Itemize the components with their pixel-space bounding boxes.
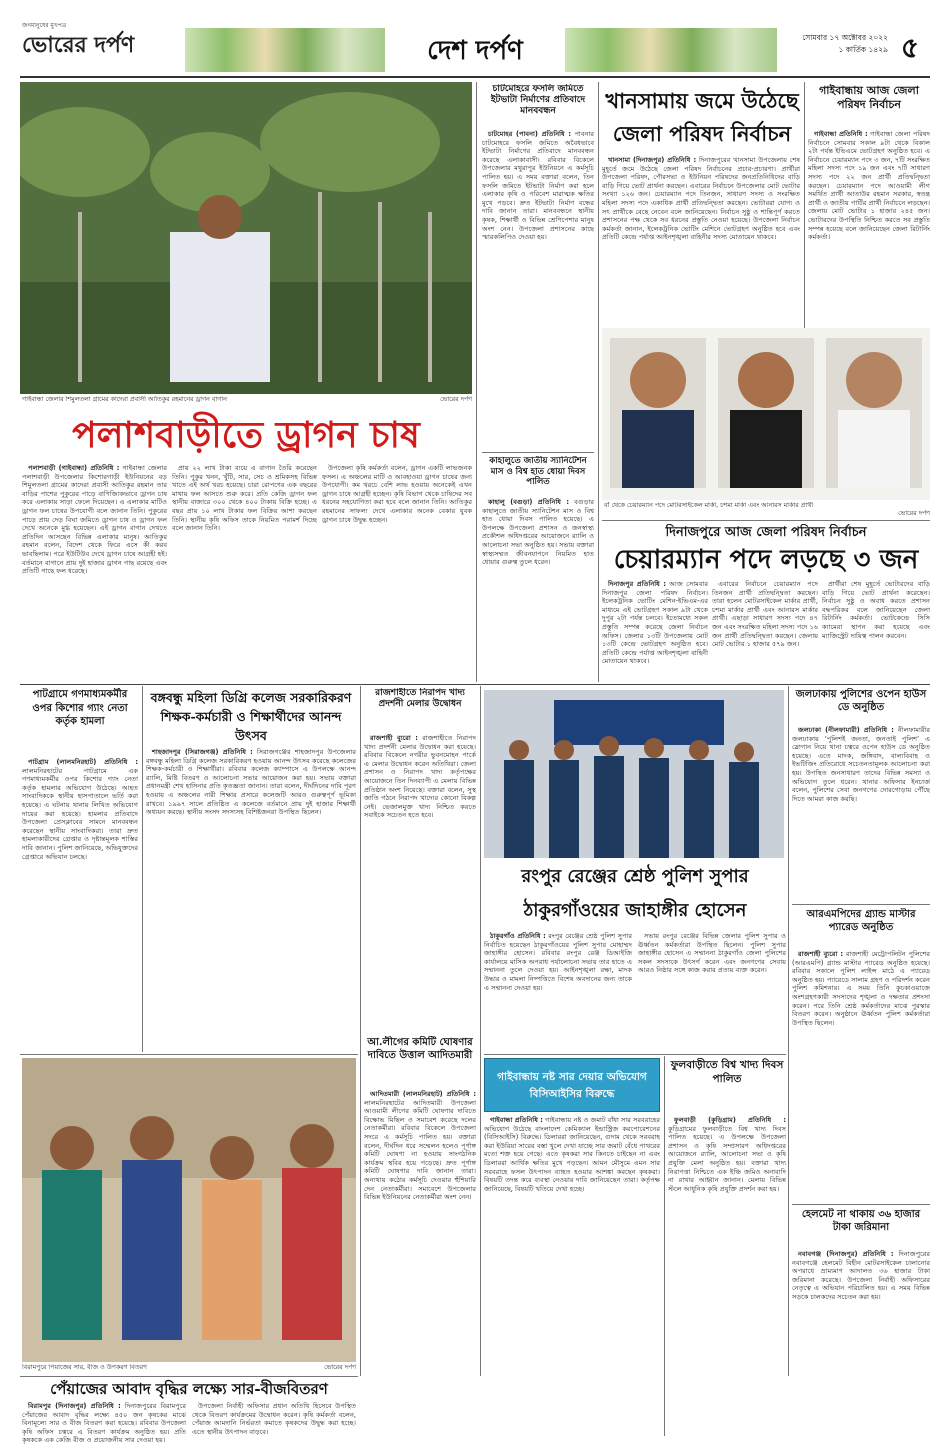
page-number: ৫	[900, 31, 920, 64]
fulbari-body	[668, 1116, 786, 1436]
handwash-byline: কাহালু (বগুড়া) প্রতিনিধি :	[488, 498, 570, 506]
col-rule-4	[142, 686, 143, 1052]
dragon-col1-text: গাইবান্ধা জেলার পলাশবাড়ী উপজেলার কিশোরগাড়ী ইউনিয়নের বড় শিমুলতলা গ্রামের কাদেরা প্রবাসী আতিকুর রহমান তার বাড়ির পাশের পুকুরের পাড়ে বাণিজ্যিকভাবে ড্রাগন চাষ করে এলাকায় সাড়া ফেলে দিয়েছেন। এ এলাকার মাটিও ড্রাগন ফল চাষের উপযোগী বলে জানান তিনি। পুকুরের পাড়ে প্রায় দেড় বিঘা জমিতে ড্রাগন চাষ ও ড্রাগন ফল দেখে অনেকে মুগ্ধ হয়েছেন। এই ড্রাগন বাগান দেখতে প্রতিদিন আসছেন বিভিন্ন এলাকার মানুষ। আতিকুর রহমান বলেন, বিদেশ থেকে ফিরে এসে কী করব ভাবছিলাম। পরে ইউটিউব দেখে ড্রাগন চাষে আগ্রহী হই। বর্তমানে বাগানে প্রায় দুই হাজার ড্রাগন গাছ রয়েছে এবং প্রতিটি গাছে ফল ধরেছে।	[22, 464, 167, 576]
fulbari-byline: ফুলবাড়ী (কুড়িগ্রাম) প্রতিনিধি :	[674, 1116, 786, 1124]
onion-col2-text: উপজেলা নির্বাহী অফিসার প্রধান অতিথি হিসেবে উপস্থিত থেকে বিতরণ কার্যক্রমের উদ্বোধন করেন। কৃষি কর্মকর্তা বলেন, পেঁয়াজ আমদানি নির্ভরতা কমাতে কৃষকদের উদ্বুদ্ধ করা হচ্ছে। এতে স্থানীয় উৎপাদন বাড়বে।	[192, 1402, 356, 1436]
police-col1	[484, 932, 632, 1052]
fulbari-headline: ফুলবাড়ীতে বিশ্ব খাদ্য দিবস পালিত	[670, 1059, 784, 1085]
chatmohar-body	[482, 130, 594, 448]
onion-photo-caption: বিরামপুরে পিঁয়াজের সার, বীজ ও উপকরণ বিতরণ	[22, 1364, 147, 1371]
logo: ভোরের দর্পণ	[22, 32, 135, 58]
helmet-headline: হেলমেট না থাকায় ৩৬ হাজার টাকা জরিমানা	[801, 1209, 921, 1233]
rmp-byline: রাজশাহী ব্যুরো :	[798, 950, 844, 958]
khansama-byline: খানসামা (দিনাজপুর) প্রতিনিধি :	[608, 156, 697, 164]
dragon-col2-text: প্রায় ২২ লাখ টাকা ব্যয়ে এ বাগান তৈরি করেছেন তিনি। পুকুর খনন, খুঁটি, সার, সেচ ও শ্রমিকসহ বিভিন্ন খাতে এই অর্থ খরচ হয়েছে। চারা রোপণের এক বছরের মাথায় ফল আসতে শুরু করে। প্রতি কেজি ড্রাগন ফল স্থানীয় বাজারে ৩০০ থেকে ৪০০ টাকায় বিক্রি হচ্ছে। এ বছর প্রায় ১০ লাখ টাকার ফল বিক্রির আশা করছেন তিনি। স্থানীয় কৃষি অফিস তাকে নিয়মিত পরামর্শ দিচ্ছে বলে জানান তিনি।	[172, 464, 317, 533]
bcic-text: গাইবান্ধায় নষ্ট ও জমাট বাঁধা সার সরবরাহের অভিযোগ উঠেছে বাংলাদেশ কেমিক্যাল ইন্ডাস্ট্রিজ করপোরেশনের (বিসিআইসি) বিরুদ্ধে। ডিলাররা জানিয়েছেন, গুদাম থেকে সরবরাহ করা ইউরিয়া সারের বস্তা খুলে দেখা যাচ্ছে সার জমাট বেঁধে পাথরের মতো শক্ত হয়ে গেছে। এতে কৃষকরা সার কিনতে চাইছেন না এবং ডিলাররা আর্থিক ক্ষতির মুখে পড়ছেন। আমন মৌসুমে এমন সার সরবরাহে ফসল উৎপাদন ব্যাহত হওয়ার আশঙ্কা করছেন কৃষকরা। বিষয়টি তদন্ত করে ব্যবস্থা নেওয়ার দাবি জানিয়েছেন তারা। কর্তৃপক্ষ জানিয়েছে, বিষয়টি খতিয়ে দেখা হচ্ছে।	[484, 1116, 660, 1193]
jaldhaka-byline: জলঢাকা (নীলফামারী) প্রতিনিধি :	[798, 726, 894, 734]
helmet-body	[792, 1250, 930, 1430]
police-col2	[638, 932, 786, 1052]
dinajpur-byline: দিনাজপুর প্রতিনিধি :	[608, 580, 666, 588]
onion-headline: পেঁয়াজের আবাদ বৃদ্ধির লক্ষ্যে সার-বীজবিতরণ	[50, 1380, 328, 1398]
farmer-figure	[170, 232, 270, 382]
jaldhaka-headline: জলঢাকায় পুলিশের ওপেন হাউস ডে অনুষ্ঠিত	[795, 689, 927, 713]
masthead-banner-right	[565, 28, 777, 72]
police-byline: ঠাকুরগাঁও প্রতিনিধি :	[490, 932, 546, 940]
dinajpur-col1	[602, 580, 708, 682]
dragon-headline: পলাশবাড়ীতে ড্রাগন চাষ	[72, 414, 420, 456]
dinajpur-headline: চেয়ারম্যান পদে লড়ছে ৩ জন	[613, 545, 919, 575]
onion-col2	[192, 1402, 356, 1446]
col-rule-8	[664, 1056, 665, 1436]
masthead-rule	[20, 76, 930, 78]
rajshahi-body	[364, 734, 476, 1034]
dragon-body-col1	[22, 464, 167, 672]
bcic-headline-box	[484, 1058, 660, 1112]
dragon-photo-caption: গাইবান্ধা জেলার শিমুলতলা গ্রামের কাদেরা প্রবাসী আতিকুর রহমানের ড্রাগন বাগান	[22, 396, 227, 403]
gaibandha-election-text: গাইবান্ধা জেলা পরিষদ নির্বাচনে সোমবার সকাল ৯টা থেকে বিকাল ২টা পর্যন্ত ইভিএমে ভোটগ্রহণ অনুষ্ঠিত হবে। এ নির্বাচনে চেয়ারম্যান পদে ৩ জন, ৭টি সংরক্ষিত মহিলা সদস্য পদে ১৯ জন এবং ৭টি সাধারণ সদস্য পদে ২২ জন প্রার্থী প্রতিদ্বন্দ্বিতা করছেন। চেয়ারম্যান পদে আওয়ামী লীগ সমর্থিত প্রার্থী আতাউর রহমান সরকার, স্বতন্ত্র প্রার্থী ও জাতীয় পার্টির প্রার্থী নির্বাচনে লড়ছেন। জেলায় মোট ভোটার ১ হাজার ২৪৫ জন। ভোটারদের উপস্থিতি নিশ্চিত করতে সব প্রস্তুতি সম্পন্ন হয়েছে বলে জানিয়েছেন জেলা রিটার্নিং কর্মকর্তা।	[808, 130, 930, 242]
handwash-body	[482, 498, 594, 682]
bcic-headline: গাইবান্ধায় নষ্ট সার দেয়ার অভিযোগ বিসিআইসির বিরুদ্ধে	[497, 1071, 647, 1100]
candidates-illustration	[602, 328, 930, 500]
bcic-body	[484, 1116, 660, 1436]
patgram-body	[22, 758, 138, 1052]
police-photo	[484, 690, 784, 858]
dinajpur-kicker: দিনাজপুরে আজ জেলা পরিষদ নির্বাচন	[665, 525, 867, 540]
onion-byline: বিরামপুর (দিনাজপুর) প্রতিনিধি :	[28, 1402, 121, 1410]
khansama-body	[602, 156, 800, 326]
onion-photo-credit: ভোরের দর্পণ	[324, 1364, 356, 1371]
rajshahi-byline: রাজশাহী ব্যুরো :	[370, 734, 418, 742]
onion-col1-text: দিনাজপুরের বিরামপুরে পেঁয়াজের আবাদ বৃদ্ধির লক্ষ্যে ৪৫০ জন কৃষকের মাঝে বিনামূল্যে সার ও বীজ বিতরণ করা হয়েছে। রবিবার উপজেলা কৃষি অফিস চত্বরে এ বিতরণ কার্যক্রম অনুষ্ঠিত হয়। প্রতি কৃষককে এক কেজি বীজ ও প্রয়োজনীয় সার দেওয়া হয়।	[22, 1402, 186, 1445]
police-col2-text: সভায় রংপুর রেঞ্জের বিভিন্ন জেলার পুলিশ সুপার ও ঊর্ধ্বতন কর্মকর্তারা উপস্থিত ছিলেন। পুলিশ সুপার জাহাঙ্গীর হোসেন এ সম্মাননা ঠাকুরগাঁও জেলা পুলিশের সকল সদস্যকে উৎসর্গ করেন এবং জনগণের সেবায় আরও নিষ্ঠার সঙ্গে কাজ করার প্রত্যয় ব্যক্ত করেন।	[638, 932, 786, 975]
handwash-text: বগুড়ার কাহালুতে জাতীয় স্যানিটেশন মাস ও বিশ্ব হাত ধোয়া দিবস পালিত হয়েছে। এ উপলক্ষে উপজেলা প্রশাসন ও জনস্বাস্থ্য প্রকৌশল অধিদপ্তরের আয়োজনে র‍্যালি ও আলোচনা সভা অনুষ্ঠিত হয়। সভায় বক্তারা স্বাস্থ্যসম্মত জীবনযাপনে নিয়মিত হাত ধোয়ার গুরুত্ব তুলে ধরেন।	[482, 498, 594, 567]
col-rule-7	[788, 686, 789, 1376]
chatmohar-text: পাবনার চাটমোহরে ফসলি জমিতে অবৈধভাবে ইটভাটা নির্মাণের প্রতিবাদে মানববন্ধন করেছে এলাকাবাসী। রবিবার বিকেলে উপজেলার মথুরাপুর ইউনিয়নে এ কর্মসূচি পালিত হয়। এ সময় বক্তারা বলেন, তিন ফসলি জমিতে ইটভাটা নির্মাণ করা হলে এলাকার কৃষি ও পরিবেশ মারাত্মক ক্ষতির মুখে পড়বে। দ্রুত ইটভাটা নির্মাণ বন্ধের দাবি জানান তারা। মানববন্ধনে স্থানীয় কৃষক, শিক্ষার্থী ও বিভিন্ন শ্রেণিপেশার মানুষ অংশ নেন। উপজেলা প্রশাসনের কাছে স্মারকলিপিও দেওয়া হয়।	[482, 130, 594, 242]
jaldhaka-body	[792, 726, 930, 900]
awamileague-byline: আদিতমারী (লালমনিরহাট) প্রতিনিধি :	[370, 1090, 476, 1098]
onion-top-rule	[20, 1054, 358, 1055]
dragon-body-col2	[172, 464, 317, 672]
patgram-byline: পাটগ্রাম (লালমনিরহাট) প্রতিনিধি :	[28, 758, 138, 766]
middle-band-rule	[20, 684, 930, 685]
college-body	[146, 748, 356, 1052]
dragon-photo	[20, 82, 472, 394]
col-rule-1	[476, 82, 477, 682]
dinajpur-col3-text: প্রার্থীরা শেষ মুহূর্তে ভোটারদের বাড়ি বাড়ি গিয়ে ভোট প্রার্থনা করেছেন। নির্বাচন সুষ্ঠু ও অবাধ করতে প্রশাসন বদ্ধপরিকর বলে জানিয়েছেন জেলা রিটার্নিং কর্মকর্তা। ভোটকেন্দ্রে সিসি ক্যামেরা স্থাপন করা হয়েছে এবং ম্যাজিস্ট্রেট দায়িত্ব পালন করবেন।	[822, 580, 930, 640]
dragon-col3-text: উপজেলা কৃষি কর্মকর্তা বলেন, ড্রাগন একটি লাভজনক ফসল। এ অঞ্চলের মাটি ও আবহাওয়া ড্রাগন চাষের জন্য উপযোগী। কম খরচে বেশি লাভ হওয়ায় অনেকেই এখন ড্রাগন চাষে আগ্রহী হচ্ছেন। কৃষি বিভাগ থেকে চাষিদের সব ধরনের সহযোগিতা করা হবে বলে জানান তিনি। আতিকুর রহমানের সাফল্য দেখে এলাকার অনেক বেকার যুবক ড্রাগন চাষে উদ্বুদ্ধ হচ্ছেন।	[322, 464, 472, 524]
khansama-text: দিনাজপুরের খানসামা উপজেলায় শেষ মুহূর্তে জমে উঠেছে জেলা পরিষদ নির্বাচনের প্রচার-প্রচারণা। প্রার্থীরা উপজেলা পরিষদ, পৌরসভা ও ইউনিয়ন পরিষদের জনপ্রতিনিধিদের বাড়ি বাড়ি গিয়ে ভোট প্রার্থনা করছেন। এবারের নির্বাচনে উপজেলার মোট ভোটার সংখ্যা ১২৬ জন। চেয়ারম্যান পদে তিনজন, সাধারণ সদস্য ও সংরক্ষিত মহিলা সদস্য পদে একাধিক প্রার্থী প্রতিদ্বন্দ্বিতা করছেন। ভোটাররা যোগ্য ও সৎ প্রার্থীকে বেছে নেবেন বলে জানিয়েছেন। নির্বাচন সুষ্ঠু ও শান্তিপূর্ণ করতে প্রশাসনের পক্ষ থেকে সব ধরনের প্রস্তুতি নেওয়া হয়েছে। উপজেলা নির্বাচন কর্মকর্তা জানান, ইলেকট্রনিক ভোটিং মেশিনে ভোটগ্রহণ অনুষ্ঠিত হবে এবং প্রতিটি কেন্দ্রে পর্যাপ্ত আইনশৃঙ্খলা বাহিনীর সদস্য মোতায়েন থাকবে।	[602, 156, 800, 242]
police-col1-text: রংপুর রেঞ্জের শ্রেষ্ঠ পুলিশ সুপার নির্বাচিত হয়েছেন ঠাকুরগাঁওয়ের পুলিশ সুপার মোহাম্মদ জাহাঙ্গীর হোসেন। রবিবার রংপুর রেঞ্জ ডিআইজি কার্যালয়ে মাসিক অপরাধ পর্যালোচনা সভায় তার হাতে এ সম্মাননা তুলে দেওয়া হয়। আইনশৃঙ্খলা রক্ষা, মাদক উদ্ধার ও মামলা নিষ্পত্তিতে বিশেষ অবদানের জন্য তাকে এ সম্মাননা দেওয়া হয়।	[484, 932, 632, 992]
onion-bottom-rule	[20, 1376, 358, 1377]
dinajpur-col2	[712, 580, 818, 682]
college-text: সিরাজগঞ্জের শাহজাদপুর উপজেলার বঙ্গবন্ধু মহিলা ডিগ্রি কলেজ সরকারিকরণ হওয়ায় আনন্দ উৎসব করেছে কলেজের শিক্ষক-কর্মচারী ও শিক্ষার্থীরা। রবিবার কলেজ ক্যাম্পাসে এ উপলক্ষে আনন্দ র‍্যালি, মিষ্টি বিতরণ ও আলোচনা সভার আয়োজন করা হয়। সভায় বক্তারা প্রধানমন্ত্রী শেখ হাসিনার প্রতি কৃতজ্ঞতা জানান। তারা বলেন, দীর্ঘদিনের দাবি পূরণ হওয়ায় এ অঞ্চলের নারী শিক্ষার প্রসারে কলেজটি আরও গুরুত্বপূর্ণ ভূমিকা রাখবে। ১৯৯৭ সালে প্রতিষ্ঠিত এ কলেজে বর্তমানে প্রায় দুই হাজার শিক্ষার্থী অধ্যয়ন করছে। স্থানীয় সংসদ সদস্যসহ বিশিষ্টজনরা উপস্থিত ছিলেন।	[146, 748, 356, 817]
police-illustration	[484, 690, 784, 858]
gaibandha-election-byline: গাইবান্ধা প্রতিনিধি :	[814, 130, 868, 138]
dinajpur-col3	[822, 580, 930, 682]
rmp-rule	[792, 1204, 930, 1205]
date-gregorian: সোমবার ১৭ অক্টোবর ২০২২	[802, 33, 888, 42]
handwash-headline: কাহালুতে জাতীয় স্যানিটেশন মাস ও বিশ্ব হাত ধোয়া দিবস পালিত	[489, 456, 587, 487]
awamileague-headline: আ.লীগের কমিটি ঘোষণার দাবিতে উত্তাল আদিতমারী	[367, 1037, 473, 1061]
bcic-top-rule	[484, 1054, 786, 1055]
masthead-banner-left	[185, 28, 385, 72]
onion-photo	[22, 1058, 356, 1362]
helmet-text: দিনাজপুরের নবাবগঞ্জে হেলমেট বিহীন মোটরসাইকেল চালানোর অপরাধে ভ্রাম্যমাণ আদালত ৩৬ হাজার টাকা জরিমানা করেছে। উপজেলা নির্বাহী অফিসারের নেতৃত্বে এ অভিযান পরিচালিত হয়। এ সময় বিভিন্ন সড়কে চালকদের সচেতন করা হয়।	[792, 1250, 930, 1301]
logo-block	[22, 20, 172, 68]
chatmohar-byline: চাটমোহর (পাবনা) প্রতিনিধি :	[488, 130, 572, 138]
candidates-photo	[602, 328, 930, 500]
col-rule-3	[804, 82, 805, 328]
dinajpur-col1-text: আজ সোমবার দিনাজপুর জেলা পরিষদ নির্বাচন। ইলেকট্রনিক ভোটিং মেশিন-ইভিএম-এর মাধ্যমে এই ভোটগ্রহণ সকাল ৯টা থেকে দুপুর ২টা পর্যন্ত চলবে। ইতোমধ্যে সকল প্রস্তুতি সম্পন্ন করেছে জেলা নির্বাচন অফিস। জেলার ১৩টি উপজেলায় মোট ১৩টি কেন্দ্রে ভোটগ্রহণ অনুষ্ঠিত হবে। প্রতিটি কেন্দ্রে পর্যাপ্ত আইনশৃঙ্খলা বাহিনী মোতায়েন থাকবে।	[602, 580, 708, 666]
col-rule-6	[480, 686, 481, 1376]
rajshahi-text: রাজশাহীতে নিরাপদ খাদ্য প্রদর্শনী মেলার উদ্বোধন করা হয়েছে। রবিবার বিকেলে নগরীর ভুবনমোহন পার্কে এ মেলার উদ্বোধন করেন অতিথিরা। জেলা প্রশাসন ও নিরাপদ খাদ্য কর্তৃপক্ষের আয়োজনে তিন দিনব্যাপী এ মেলায় বিভিন্ন প্রতিষ্ঠান অংশ নিয়েছে। বক্তারা বলেন, সুস্থ জাতি গঠনে নিরাপদ খাদ্যের কোনো বিকল্প নেই। ভেজালমুক্ত খাদ্য নিশ্চিত করতে সবাইকে সচেতন হতে হবে।	[364, 734, 476, 820]
dragon-orchard-illustration	[20, 82, 472, 394]
rmp-headline: আরএমপিদের গ্র্যান্ড মাস্টার প্যারেড অনুষ্ঠিত	[806, 909, 916, 933]
khansama-headline: খানসামায় জমে উঠেছে জেলা পরিষদ নির্বাচন	[605, 88, 799, 146]
dragon-body-col3	[322, 464, 472, 672]
candidates-credit: ভোরের দর্পণ	[898, 510, 930, 517]
rmp-text: রাজশাহী মেট্রোপলিটন পুলিশের (আরএমপি) গ্র্যান্ড মাস্টার প্যারেড অনুষ্ঠিত হয়েছে। রবিবার সকালে পুলিশ লাইন্স মাঠে এ প্যারেড অনুষ্ঠিত হয়। প্যারেডে সালাম গ্রহণ ও পরিদর্শন করেন পুলিশ কমিশনার। এ সময় তিনি কুচকাওয়াজে অংশগ্রহণকারী সদস্যদের শৃঙ্খলা ও দক্ষতার প্রশংসা করেন। পরে তিনি শ্রেষ্ঠ কর্মকর্তাদের মাঝে পুরস্কার বিতরণ করেন। অনুষ্ঠানে ঊর্ধ্বতন পুলিশ কর্মকর্তারা উপস্থিত ছিলেন।	[792, 950, 930, 1027]
date-block	[778, 32, 888, 72]
rmp-body	[792, 950, 930, 1202]
jaldhaka-text: নীলফামারীর জলঢাকায় ‘পুলিশই জনতা, জনতাই পুলিশ’ এ স্লোগান নিয়ে থানা চত্বরে ওপেন হাউস ডে অনুষ্ঠিত হয়েছে। এতে মাদক, জঙ্গিবাদ, বাল্যবিবাহ ও ইভটিজিং প্রতিরোধে সচেতনতামূলক আলোচনা করা হয়। উপস্থিত জনসাধারণ তাদের বিভিন্ন সমস্যা ও অভিযোগ তুলে ধরেন। থানার অফিসার ইনচার্জ বলেন, পুলিশের সেবা জনগণের দোরগোড়ায় পৌঁছে দিতে আমরা কাজ করছি।	[792, 726, 930, 803]
onion-col1	[22, 1402, 186, 1446]
college-headline: বঙ্গবন্ধু মহিলা ডিগ্রি কলেজ সরকারিকরণ শিক্ষক-কর্মচারী ও শিক্ষার্থীদের আনন্দ উৎসব	[150, 690, 352, 743]
section-title: দেশ দর্পণ	[427, 36, 523, 66]
col-rule-5	[360, 686, 361, 1376]
dinajpur-top-rule	[602, 520, 930, 521]
dragon-photo-credit: ভোরের দর্পণ	[440, 396, 472, 403]
gaibandha-election-headline: গাইবান্ধায় আজ জেলা পরিষদ নির্বাচন	[819, 84, 919, 111]
rajshahi-headline: রাজশাহীতে নিরাপদ খাদ্য প্রদর্শনী মেলার উদ্বোধন	[375, 688, 465, 709]
police-headline: রংপুর রেঞ্জের শ্রেষ্ঠ পুলিশ সুপার ঠাকুরগাঁওয়ের জাহাঙ্গীর হোসেন	[521, 866, 749, 921]
bcic-byline: গাইবান্ধা প্রতিনিধি :	[490, 1116, 543, 1124]
patgram-text: লালমনিরহাটের পাটগ্রামে এক গণমাধ্যমকর্মীর ওপর কিশোর গ্যাং নেতা কর্তৃক হামলার অভিযোগ উঠেছে। আহত সাংবাদিককে স্থানীয় হাসপাতালে ভর্তি করা হয়েছে। এ ঘটনায় থানায় লিখিত অভিযোগ দায়ের করা হয়েছে। হামলার প্রতিবাদে উপজেলা প্রেসক্লাবের সামনে মানববন্ধন করেছেন স্থানীয় সাংবাদিকরা। তারা দ্রুত হামলাকারীদের গ্রেপ্তার ও দৃষ্টান্তমূলক শাস্তির দাবি জানান। পুলিশ জানিয়েছে, অভিযুক্তদের গ্রেপ্তারে অভিযান চলছে।	[22, 766, 138, 861]
awamileague-body	[364, 1090, 476, 1376]
college-byline: শাহজাদপুর (সিরাজগঞ্জ) প্রতিনিধি :	[152, 748, 253, 756]
logo-tagline: জনমানুষের মুখপত্র	[22, 22, 67, 29]
chatmohar-rule	[482, 452, 594, 453]
patgram-headline: পাটগ্রামে গণমাধ্যমকর্মীর ওপর কিশোর গ্যাং নেতা কর্তৃক হামলা	[32, 689, 128, 727]
fulbari-text: কুড়িগ্রামের ফুলবাড়ীতে বিশ্ব খাদ্য দিবস পালিত হয়েছে। এ উপলক্ষে উপজেলা প্রশাসন ও কৃষি সম্প্রসারণ অধিদপ্তরের আয়োজনে র‍্যালি, আলোচনা সভা ও কৃষি প্রযুক্তি মেলা অনুষ্ঠিত হয়। বক্তারা খাদ্য নিরাপত্তা নিশ্চিতে এক ইঞ্চি জমিও অনাবাদি না রাখার আহ্বান জানান। মেলায় বিভিন্ন স্টলে আধুনিক কৃষি প্রযুক্তি প্রদর্শন করা হয়।	[668, 1124, 786, 1193]
masthead	[0, 0, 945, 80]
helmet-byline: নবাবগঞ্জ (দিনাজপুর) প্রতিনিধি :	[798, 1250, 894, 1258]
awamileague-text: লালমনিরহাটের আদিতমারী উপজেলা আওয়ামী লীগের কমিটি ঘোষণার দাবিতে বিক্ষোভ মিছিল ও সমাবেশ করেছে দলের নেতাকর্মীরা। রবিবার বিকেলে উপজেলা সদরে এ কর্মসূচি পালিত হয়। বক্তারা বলেন, দীর্ঘদিন ধরে সম্মেলন হলেও পূর্ণাঙ্গ কমিটি ঘোষণা না হওয়ায় সাংগঠনিক কার্যক্রম স্থবির হয়ে পড়েছে। দ্রুত পূর্ণাঙ্গ কমিটি ঘোষণার দাবি জানান তারা। অন্যথায় কঠোর কর্মসূচি দেওয়ার হুঁশিয়ারি দেন নেতাকর্মীরা। সমাবেশে উপজেলার বিভিন্ন ইউনিয়নের নেতাকর্মীরা অংশ নেন।	[364, 1098, 476, 1202]
dinajpur-col2-text: এবারের নির্বাচনে চেয়ারম্যান পদে তিনজন প্রার্থী প্রতিদ্বন্দ্বিতা করছেন। তারা হলেন মোটরসাইকেল মার্কার প্রার্থী, চশমা মার্কার প্রার্থী এবং আনারস মার্কার প্রার্থী। এছাড়া সাধারণ সদস্য পদে ৪৭ জন এবং সংরক্ষিত মহিলা সদস্য পদে ১৬ জন প্রার্থী প্রতিদ্বন্দ্বিতা করছেন। জেলায় মোট ভোটার ১ হাজার ৫৭৯ জন।	[712, 580, 818, 649]
chatmohar-headline: চাটমোহরে ফসলি জমিতে ইটভাটা নির্মাণের প্রতিবাদে মানববন্ধন	[490, 84, 586, 116]
dragon-byline: পলাশবাড়ী (গাইবান্ধা) প্রতিনিধি :	[28, 464, 120, 472]
col-rule-2	[598, 82, 599, 682]
jaldhaka-rule	[792, 904, 930, 905]
onion-distribution-illustration	[22, 1058, 356, 1362]
candidates-caption: বাঁ থেকে চেয়ারম্যান পদে মোটরসাইকেল মার্কা, চশমা মার্কা এবং আনারস মার্কার প্রার্থী	[604, 502, 814, 509]
date-bengali: ১ কার্তিক ১৪২৯	[838, 45, 888, 54]
